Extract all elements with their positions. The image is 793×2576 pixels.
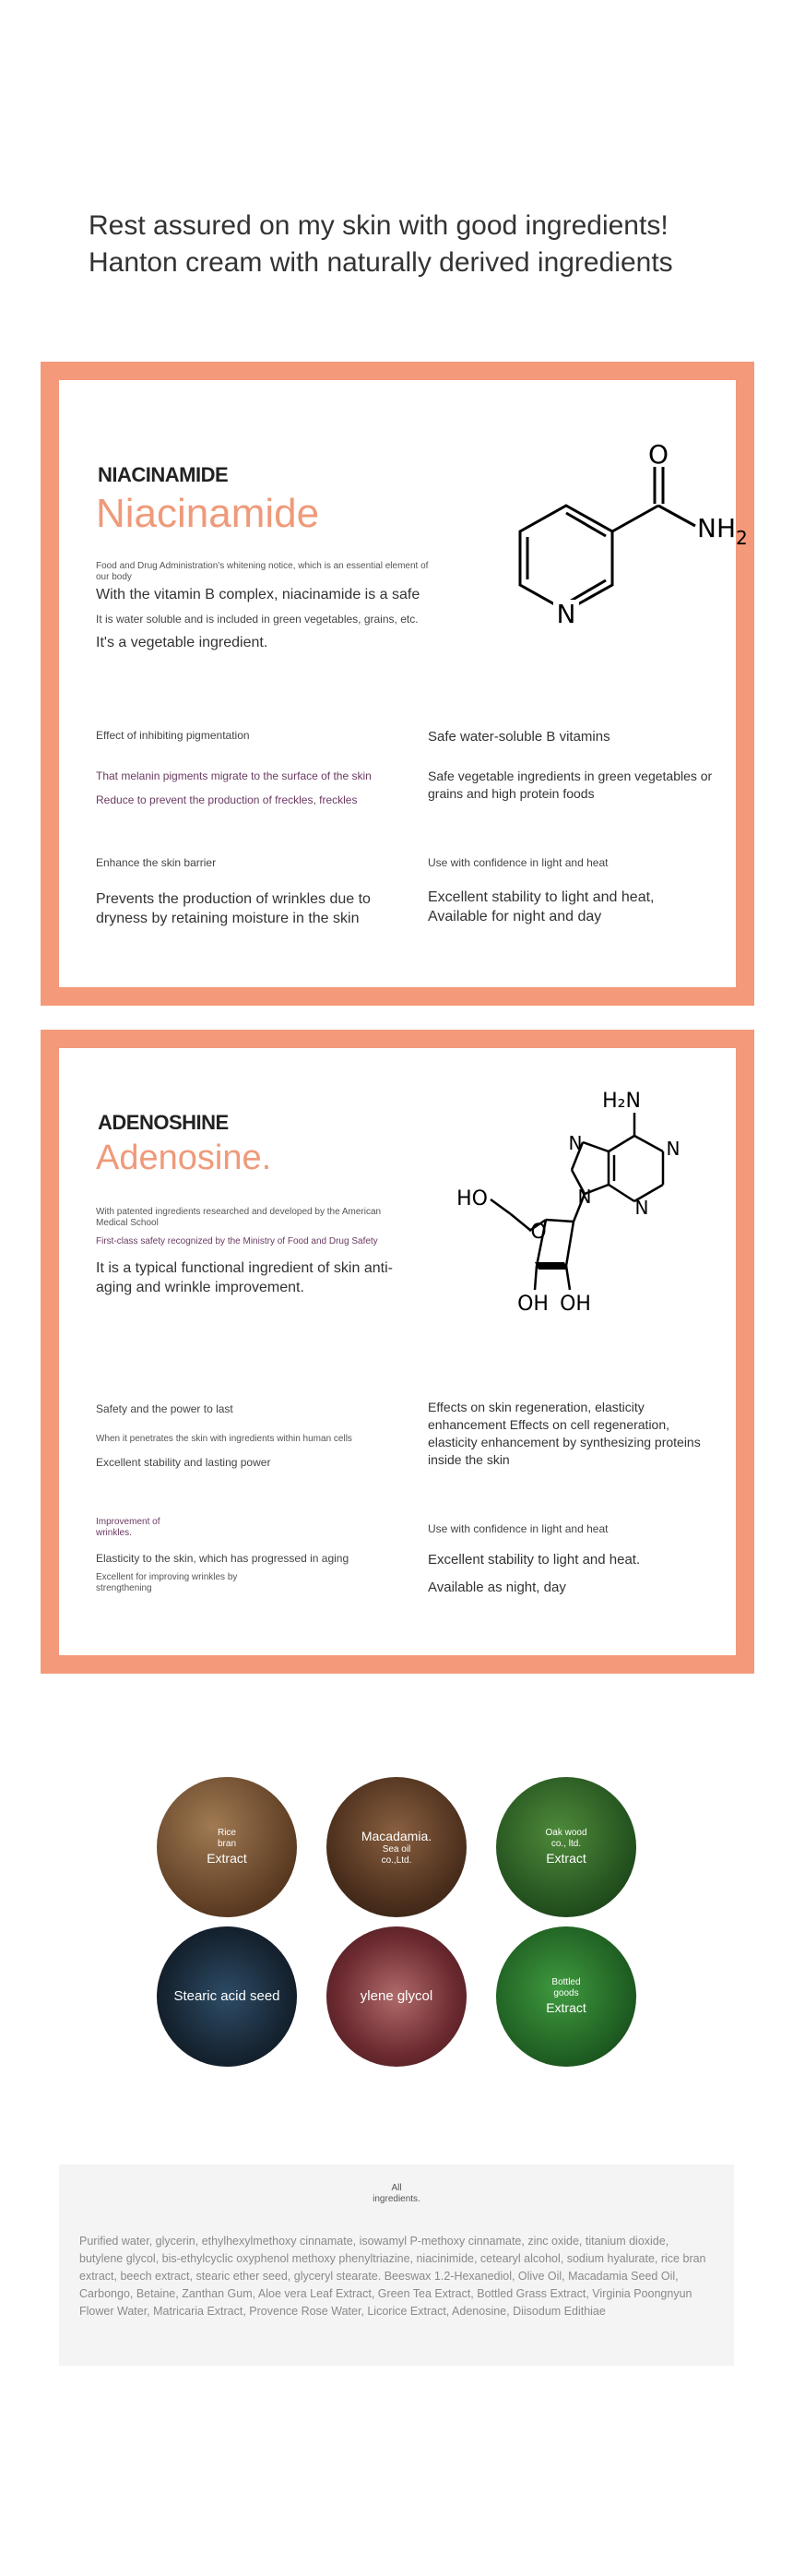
amine-label bbox=[697, 513, 748, 549]
feature-safety-line-2: Excellent stability and lasting power bbox=[96, 1456, 271, 1469]
extract-macadamia-line-1: Macadamia. bbox=[361, 1829, 432, 1843]
feature-regeneration-body: Effects on skin regeneration, elasticity enhancement Effects on cell regeneration, elasticity enhancement by synthesizing proteins inside the skin bbox=[428, 1400, 701, 1467]
amine-group-label: H₂N bbox=[602, 1090, 641, 1113]
niacinamide-label: NIACINAMIDE bbox=[98, 463, 229, 486]
feature-light-heat-head: Use with confidence in light and heat bbox=[428, 856, 609, 869]
feature-light-heat-head-2: Use with confidence in light and heat bbox=[428, 1522, 609, 1535]
feature-wrinkles-head: Improvement of wrinkles. bbox=[96, 1517, 160, 1538]
extract-circle-rice-bran bbox=[157, 1777, 297, 1917]
niacinamide-fda-note: Food and Drug Administration's whitening notice, which is an essential element of our body bbox=[96, 561, 429, 582]
niacinamide-intro-1: With the vitamin B complex, niacinamide is a safe bbox=[96, 587, 420, 602]
adenosine-molecule bbox=[446, 1085, 751, 1343]
feature-safety-line-1: When it penetrates the skin with ingredients within human cells bbox=[96, 1434, 352, 1444]
feature-wrinkles-line-1: Elasticity to the skin, which has progressed in aging bbox=[96, 1552, 349, 1565]
niacinamide-molecule bbox=[465, 439, 748, 644]
niacinamide-molecule-bonds bbox=[520, 467, 695, 611]
extract-rice-main: Extract bbox=[207, 1851, 247, 1866]
nitrogen-9-label: N bbox=[577, 1186, 592, 1208]
feature-barrier-body: Prevents the production of wrinkles due to dryness by retaining moisture in the skin bbox=[96, 891, 371, 926]
niacinamide-intro-3: It's a vegetable ingredient. bbox=[96, 635, 268, 650]
feature-pigmentation-line-1: That melanin pigments migrate to the surface of the skin bbox=[96, 769, 372, 782]
adenosine-card bbox=[41, 1030, 754, 1674]
ingredients-list: Purified water, glycerin, ethylhexylmethoxy cinnamate, isowamyl P-methoxy cinnamate, zinc oxide, titanium dioxide, butylene glycol, bis-ethylcyclic oxyphenol methoxy phenyltriazine, niacinimide, cetearyl alcohol, sodium hyalurate, rice bran extract, beech extract, stearic ether seed, glyceryl stearate. Beeswax 1.2-Hexanediol, Olive Oil, Macadamia Seed Oil, Carbongo, Betaine, Zanthan Gum, Aloe vera Leaf Extract, Green Tea Extract, Bottled Grass Extract, Virginia Poongnyun Flower Water, Matricaria Extract, Provence Rose Water, Licorice Extract, Adenosine, Diisodum Edithiae bbox=[79, 2235, 706, 2318]
headline-line-1: Rest assured on my skin with good ingredients! bbox=[89, 210, 669, 241]
niacinamide-intro-2: It is water soluble and is included in green vegetables, grains, etc. bbox=[96, 613, 419, 626]
feature-barrier-head: Enhance the skin barrier bbox=[96, 856, 217, 869]
headline bbox=[89, 208, 734, 281]
extract-glycol-main: ylene glycol bbox=[360, 1988, 433, 2004]
headline-line-2: Hanton cream with naturally derived ingredients bbox=[89, 247, 673, 278]
extract-rice-line-1: Rice bbox=[217, 1828, 236, 1838]
extract-circle-macadamia bbox=[326, 1777, 467, 1917]
feature-light-heat-body: Excellent stability to light and heat, Available for night and day bbox=[428, 889, 655, 924]
nitrogen-3-label: N bbox=[634, 1197, 649, 1219]
extract-circle-bottled-goods bbox=[496, 1926, 636, 2067]
extract-bottled-main: Extract bbox=[546, 2000, 586, 2015]
niacinamide-card-inner bbox=[59, 380, 748, 987]
feature-safety-head: Safety and the power to last bbox=[96, 1402, 233, 1415]
extract-circle-oak-wood bbox=[496, 1777, 636, 1917]
extract-bottled-line-1: Bottled bbox=[551, 1977, 581, 1987]
feature-pigmentation-head: Effect of inhibiting pigmentation bbox=[96, 729, 250, 742]
niacinamide-title: Niacinamide bbox=[96, 491, 320, 536]
feature-pigmentation-line-2: Reduce to prevent the production of freckles, freckles bbox=[96, 793, 358, 806]
extract-circle-stearic-acid bbox=[157, 1926, 297, 2067]
niacinamide-card bbox=[41, 362, 754, 1006]
oxygen-label: O bbox=[647, 439, 669, 470]
extract-bottled-line-2: goods bbox=[553, 1988, 579, 1998]
extract-circle-glycol bbox=[326, 1926, 467, 2067]
ingredients-title bbox=[59, 2183, 734, 2205]
extract-rice-line-2: bran bbox=[217, 1839, 236, 1849]
adenosine-intro: It is a typical functional ingredient of skin anti-aging and wrinkle improvement. bbox=[96, 1260, 393, 1295]
nitrogen-1-label: N bbox=[666, 1138, 681, 1160]
adenosine-label: ADENOSHINE bbox=[98, 1111, 229, 1134]
hydroxyl-left-label: OH bbox=[517, 1293, 549, 1316]
feature-vitamin-body: Safe vegetable ingredients in green vegetables or grains and high protein foods bbox=[428, 769, 713, 801]
nitrogen-label: N bbox=[556, 599, 576, 629]
extract-macadamia-line-2: Sea oil bbox=[382, 1844, 411, 1854]
hydroxyl-right-label: OH bbox=[560, 1293, 591, 1316]
feature-light-heat-line-2: Available as night, day bbox=[428, 1580, 566, 1595]
adenosine-safety-note: First-class safety recognized by the Ministry of Food and Drug Safety bbox=[96, 1236, 378, 1246]
adenosine-card-inner bbox=[59, 1048, 736, 1655]
hydroxyl-top-label: HO bbox=[456, 1187, 488, 1210]
feature-vitamin-head: Safe water-soluble B vitamins bbox=[428, 729, 610, 745]
ingredients-title-line-1: All bbox=[391, 2183, 402, 2193]
extract-stearic-main: Stearic acid seed bbox=[173, 1988, 280, 2004]
extract-macadamia-line-3: co.,Ltd. bbox=[381, 1855, 412, 1866]
amine-base: NH bbox=[697, 513, 736, 543]
extract-oak-line-1: Oak wood bbox=[545, 1828, 587, 1838]
ingredients-panel bbox=[59, 2165, 734, 2366]
ingredients-title-line-2: ingredients. bbox=[373, 2194, 420, 2204]
feature-light-heat-line-1: Excellent stability to light and heat. bbox=[428, 1552, 641, 1568]
feature-wrinkles-line-2: Excellent for improving wrinkles by strengthening bbox=[96, 1572, 238, 1593]
ring-oxygen-label: O bbox=[530, 1221, 547, 1244]
extract-oak-line-2: co., ltd. bbox=[550, 1839, 582, 1849]
amine-subscript: 2 bbox=[736, 527, 748, 549]
nitrogen-7-label: N bbox=[568, 1132, 583, 1154]
adenosine-patent-note: With patented ingredients researched and developed by the American Medical School bbox=[96, 1207, 382, 1228]
adenosine-title: Adenosine. bbox=[96, 1139, 272, 1177]
extract-oak-main: Extract bbox=[546, 1851, 586, 1866]
